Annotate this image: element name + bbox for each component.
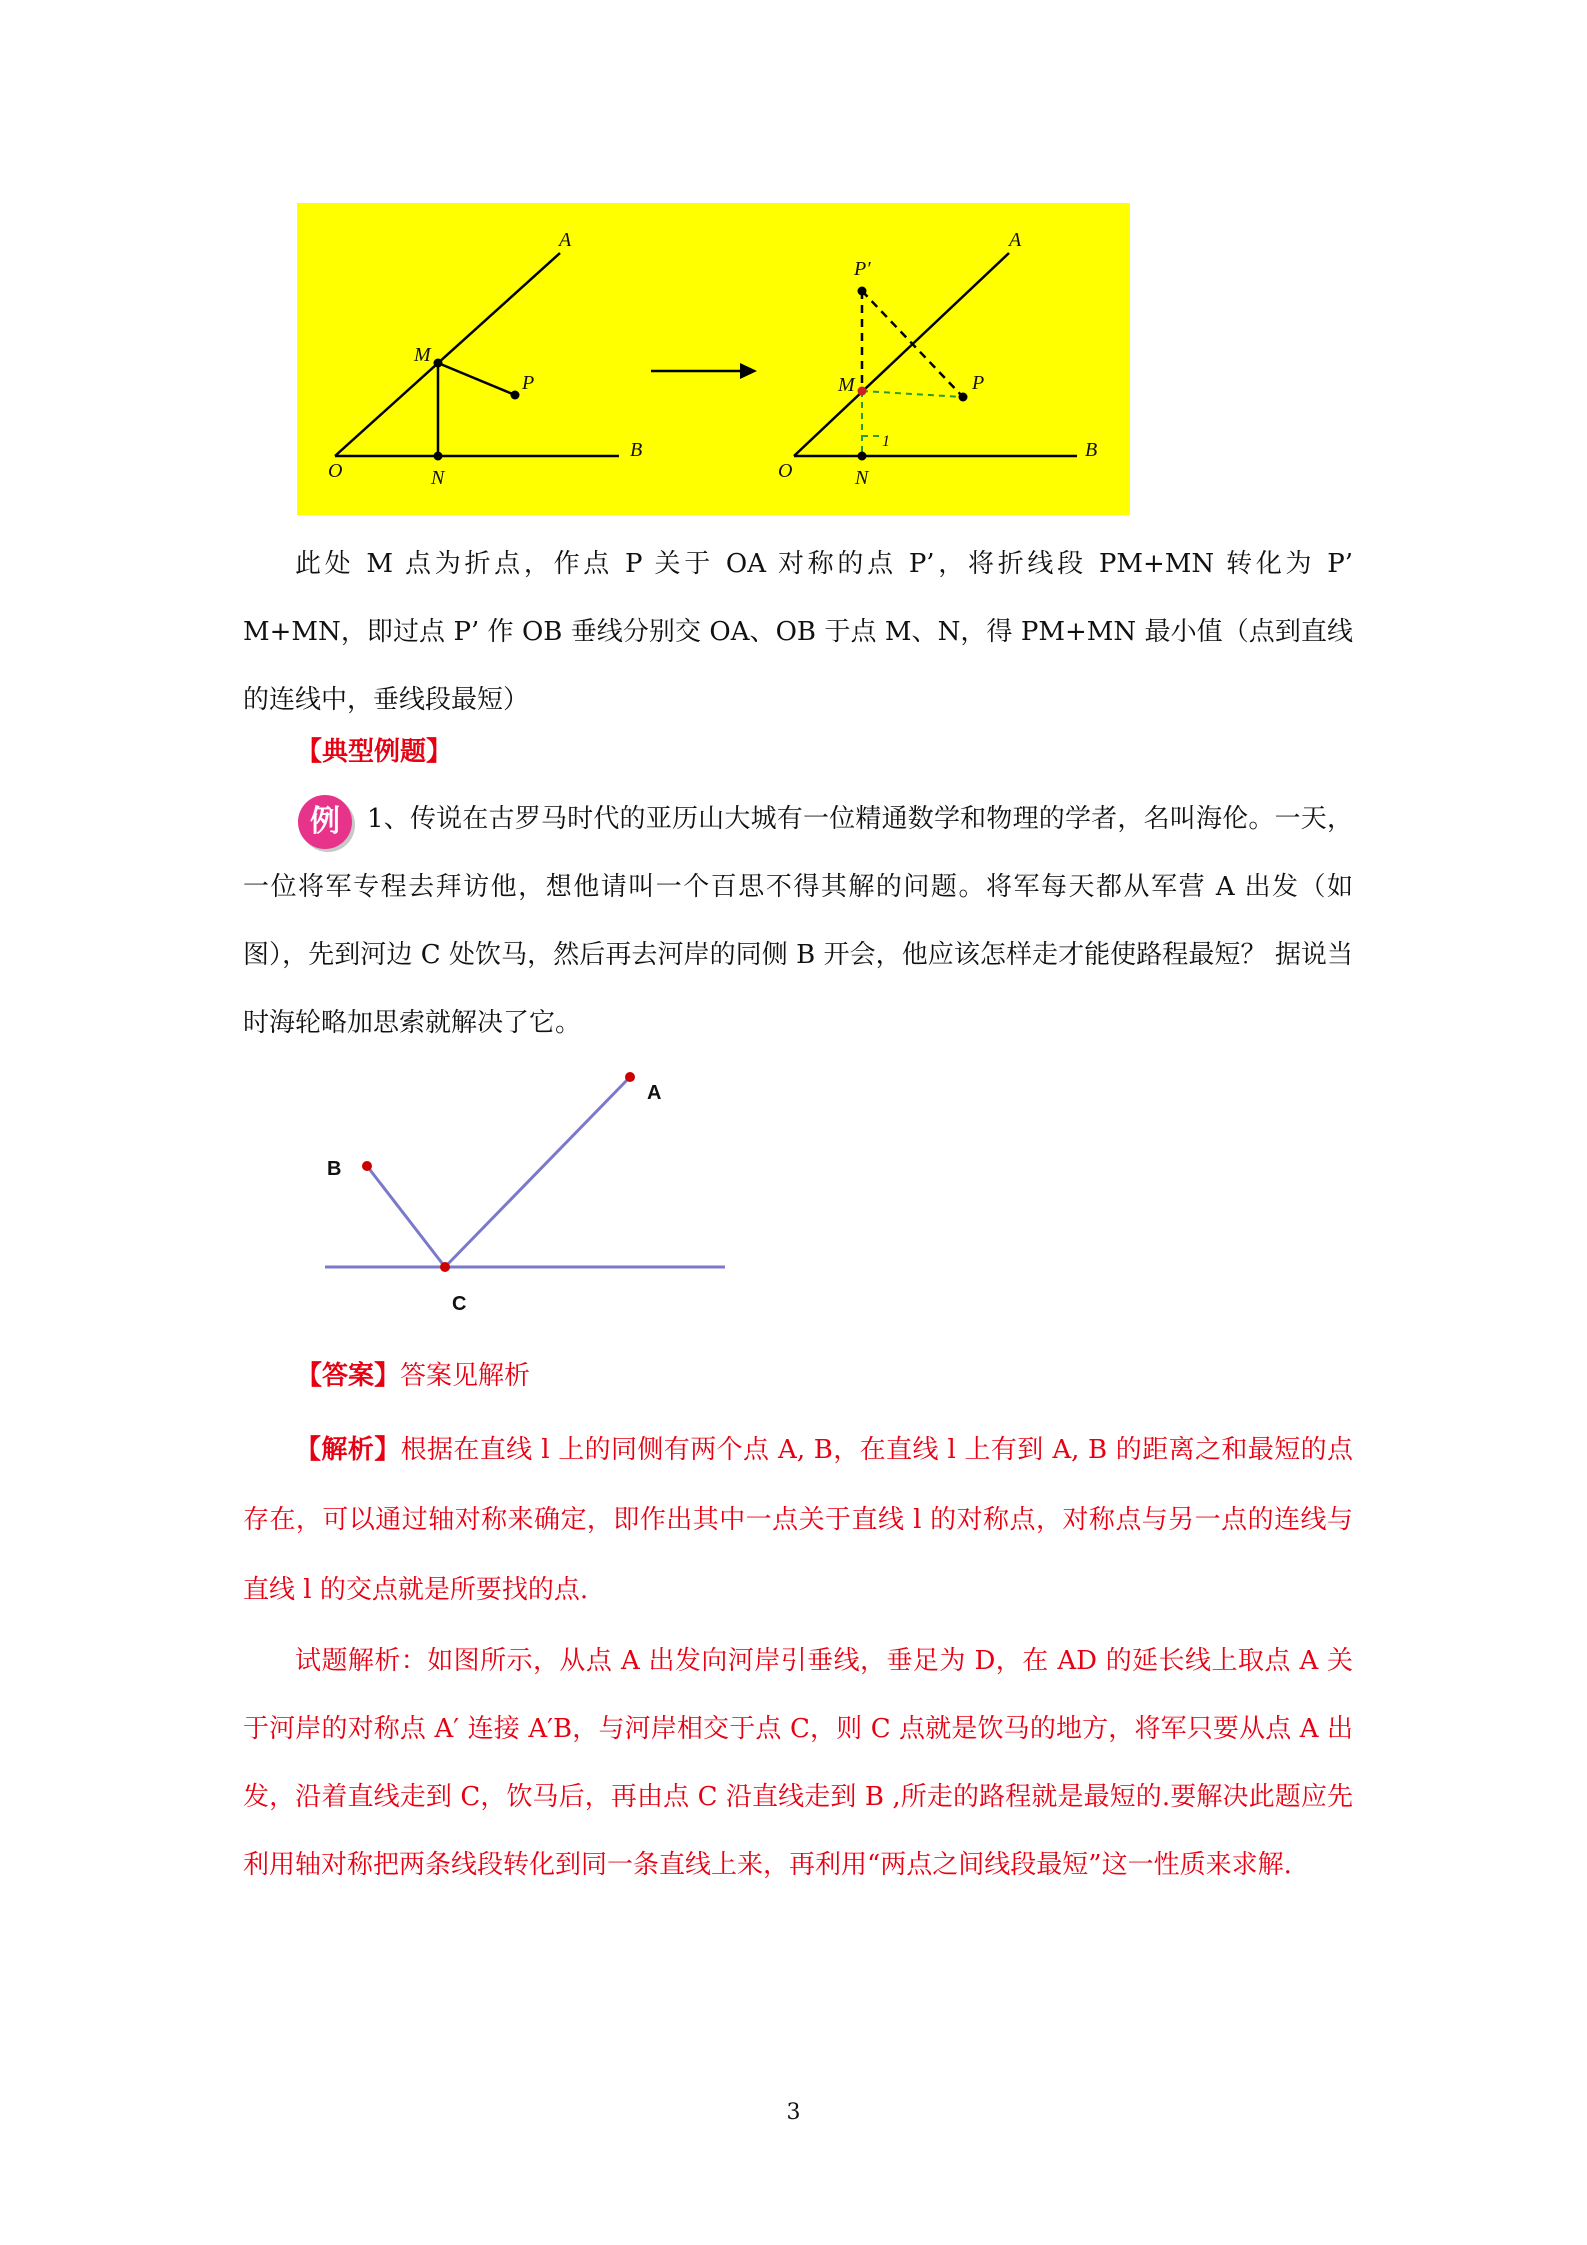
segment-C-A bbox=[445, 1077, 630, 1267]
label-A: A bbox=[647, 1082, 662, 1104]
label-O-left: O bbox=[328, 460, 343, 482]
example-text: 1、传说在古罗马时代的亚历山大城有一位精通数学和物理的学者，名叫海伦。一天，一位将军专程去拜访他，想他请叫一个百思不得其解的问题。将军每天都从军营 A 出发（如图），先到河边 C 处饮马，然后再去河岸的同侧 B 开会，他应该怎样走才能使路程最短？ 据说当时海轮略加思索就解决了它。 bbox=[243, 804, 1353, 1038]
section-title: 【典型例题】 bbox=[296, 737, 453, 767]
label-P-left: P bbox=[522, 372, 535, 394]
point-P-left bbox=[511, 391, 520, 400]
label-B-right: B bbox=[1085, 439, 1098, 461]
label-B-left: B bbox=[630, 439, 643, 461]
example-badge-icon: 例 bbox=[298, 795, 352, 849]
point-B bbox=[362, 1161, 372, 1171]
answer-text: 答案见解析 bbox=[400, 1361, 531, 1391]
point-M-left bbox=[434, 359, 443, 368]
point-N-left bbox=[434, 452, 443, 461]
point-A bbox=[625, 1072, 635, 1082]
label-P-right: P bbox=[972, 372, 985, 394]
solution-paragraph: 试题解析：如图所示，从点 A 出发向河岸引垂线，垂足为 D，在 AD 的延长线上取点 A 关于河岸的对称点 A′ 连接 A′B，与河岸相交于点 C，则 C 点就是饮马的地方，将军只要从点 A 出发，沿着直线走到 C，饮马后，再由点 C 沿直线走到 B ,所走的路程就是最短的.要解决此题应先利用轴对称把两条线段转化到同一条直线上来，再利用“两点之间线段最短”这一性质来求解. bbox=[243, 1646, 1353, 1880]
answer-label: 【答案】 bbox=[296, 1361, 401, 1391]
label-Pprime-right: P′ bbox=[854, 258, 871, 280]
segment-B-C bbox=[367, 1166, 445, 1267]
label-B: B bbox=[327, 1158, 342, 1180]
analysis-paragraph bbox=[243, 1415, 1353, 1625]
label-C: C bbox=[452, 1293, 467, 1315]
analysis-label: 【解析】 bbox=[295, 1435, 401, 1465]
label-A-right: A bbox=[1009, 229, 1022, 251]
explanation-paragraph: 此处 M 点为折点，作点 P 关于 OA 对称的点 P’，将折线段 PM+MN 转化为 P’ M+MN，即过点 P’ 作 OB 垂线分别交 OA、OB 于点 M、N，得 PM+MN 最小值（点到直线的连线中，垂线段最短） bbox=[243, 549, 1353, 715]
point-Pprime-right bbox=[858, 287, 867, 296]
point-M-right bbox=[858, 387, 867, 396]
figure-reflection-diagram bbox=[297, 203, 1130, 515]
label-one-right: 1 bbox=[882, 433, 890, 450]
point-C bbox=[440, 1262, 450, 1272]
label-M-right: M bbox=[838, 374, 855, 396]
answer-line bbox=[296, 1342, 896, 1410]
label-N-right: N bbox=[855, 467, 869, 489]
page-number: 3 bbox=[786, 2100, 801, 2125]
analysis-text: 根据在直线 l 上的同侧有两个点 A, B，在直线 l 上有到 A, B 的距离之和最短的点存在，可以通过轴对称来确定，即作出其中一点关于直线 l 的对称点，对称点与另一点的连线与直线 l 的交点就是所要找的点. bbox=[243, 1435, 1353, 1605]
label-N-left: N bbox=[431, 467, 445, 489]
label-O-right: O bbox=[778, 460, 793, 482]
label-A-left: A bbox=[559, 229, 572, 251]
point-N-right bbox=[858, 452, 867, 461]
point-P-right bbox=[959, 393, 968, 402]
figure-river-diagram bbox=[315, 1060, 735, 1320]
label-M-left: M bbox=[414, 344, 431, 366]
